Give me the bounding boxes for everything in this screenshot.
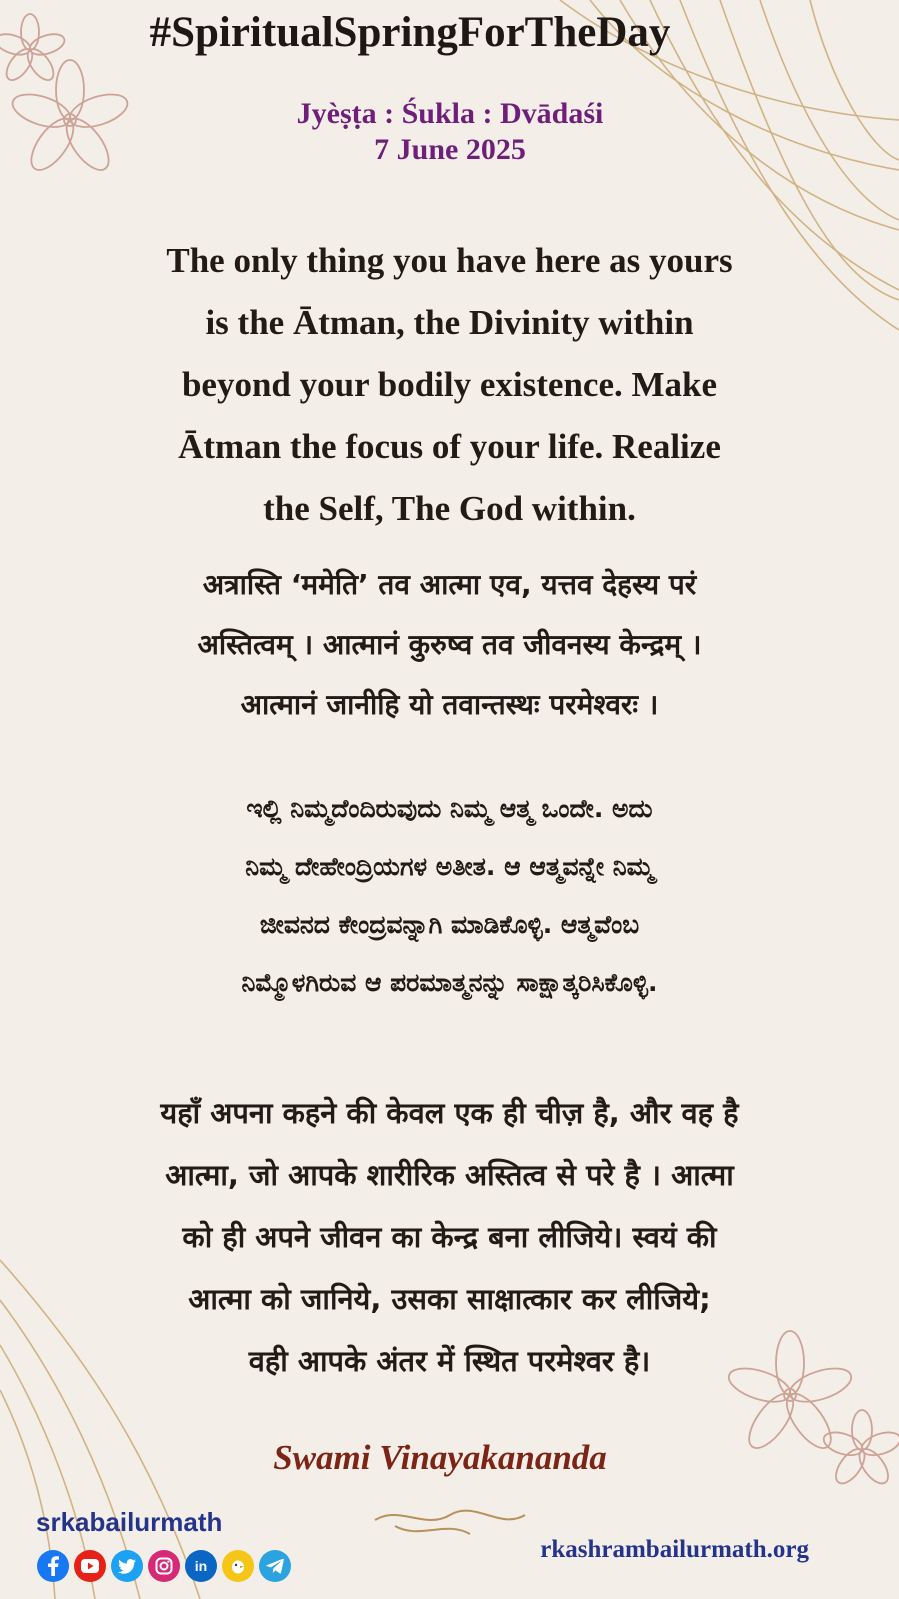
quote-line: is the Ātman, the Divinity within [205,303,694,342]
panchanga-info [200,96,700,168]
quote-line: The only thing you have here as yours [166,241,733,280]
social-icons [37,1550,291,1582]
quote-line: अत्रास्ति ‘ममेति’ तव आत्मा एव, यत्तव देहस्य परं [202,568,697,601]
website-link[interactable]: rkashrambailurmath.org [540,1536,809,1563]
quote-kannada [20,780,879,1012]
author-name: Swami Vinayakananda [273,1438,607,1477]
quote-line: beyond your bodily existence. Make [181,365,718,404]
quote-line: ನಿಮ್ಮೊಳಗಿರುವ ಆ ಪರಮಾತ್ಮನನ್ನು ಸಾಕ್ಷಾತ್ಕರಿಸಿಕೊಳ್ಳಿ. [241,968,658,997]
quote-line: the Self, The God within. [263,489,636,528]
telegram-icon[interactable] [259,1550,291,1582]
date-text: 7 June 2025 [374,133,526,166]
quote-line: ಇಲ್ಲಿ ನಿಮ್ಮದೆಂದಿರುವುದು ನಿಮ್ಮ ಆತ್ಮ ಒಂದೇ. ಅದು [246,794,653,823]
quote-line: ಜೀವನದ ಕೇಂದ್ರವನ್ನಾಗಿ ಮಾಡಿಕೊಳ್ಳಿ. ಆತ್ಮವೆಂಬ [259,910,640,939]
quote-hindi [20,1082,879,1392]
linkedin-icon[interactable]: in [185,1550,217,1582]
quote-line: Ātman the focus of your life. Realize [178,427,721,466]
quote-line: आत्मा को जानिये, उसका साक्षात्कार कर लीजिये; [188,1282,711,1316]
social-handle[interactable]: srkabailurmath [36,1507,223,1537]
tithi-text: Jyèṣṭa : Śukla : Dvādaśi [296,97,604,130]
quote-english [20,230,879,540]
twitter-icon[interactable] [111,1550,143,1582]
quote-line: अस्तित्वम् । आत्मानं कुरुष्व तव जीवनस्य केन्द्रम् । [197,628,702,661]
quote-line: वही आपके अंतर में स्थित परमेश्वर है। [248,1344,651,1378]
quote-line: आत्मानं जानीहि यो तवान्तस्थः परमेश्वरः । [240,688,659,721]
ornament-divider [375,1511,525,1534]
quote-line: ನಿಮ್ಮ ದೇಹೇಂದ್ರಿಯಗಳ ಅತೀತ. ಆ ಆತ್ಮವನ್ನೇ ನಿಮ್ಮ [245,852,654,881]
hashtag-title: #SpiritualSpringForTheDay [149,9,671,56]
quote-line: को ही अपने जीवन का केन्द्र बना लीजिये। स्वयं की [182,1220,717,1254]
facebook-icon[interactable] [37,1550,69,1582]
quote-sanskrit [20,555,879,735]
instagram-icon[interactable] [148,1550,180,1582]
quote-line: आत्मा, जो आपके शारीरिक अस्तित्व से परे है । आत्मा [165,1158,734,1192]
youtube-icon[interactable] [74,1550,106,1582]
quote-line: यहाँ अपना कहने की केवल एक ही चीज़ है, और वह है [160,1096,739,1130]
koo-icon[interactable] [222,1550,254,1582]
